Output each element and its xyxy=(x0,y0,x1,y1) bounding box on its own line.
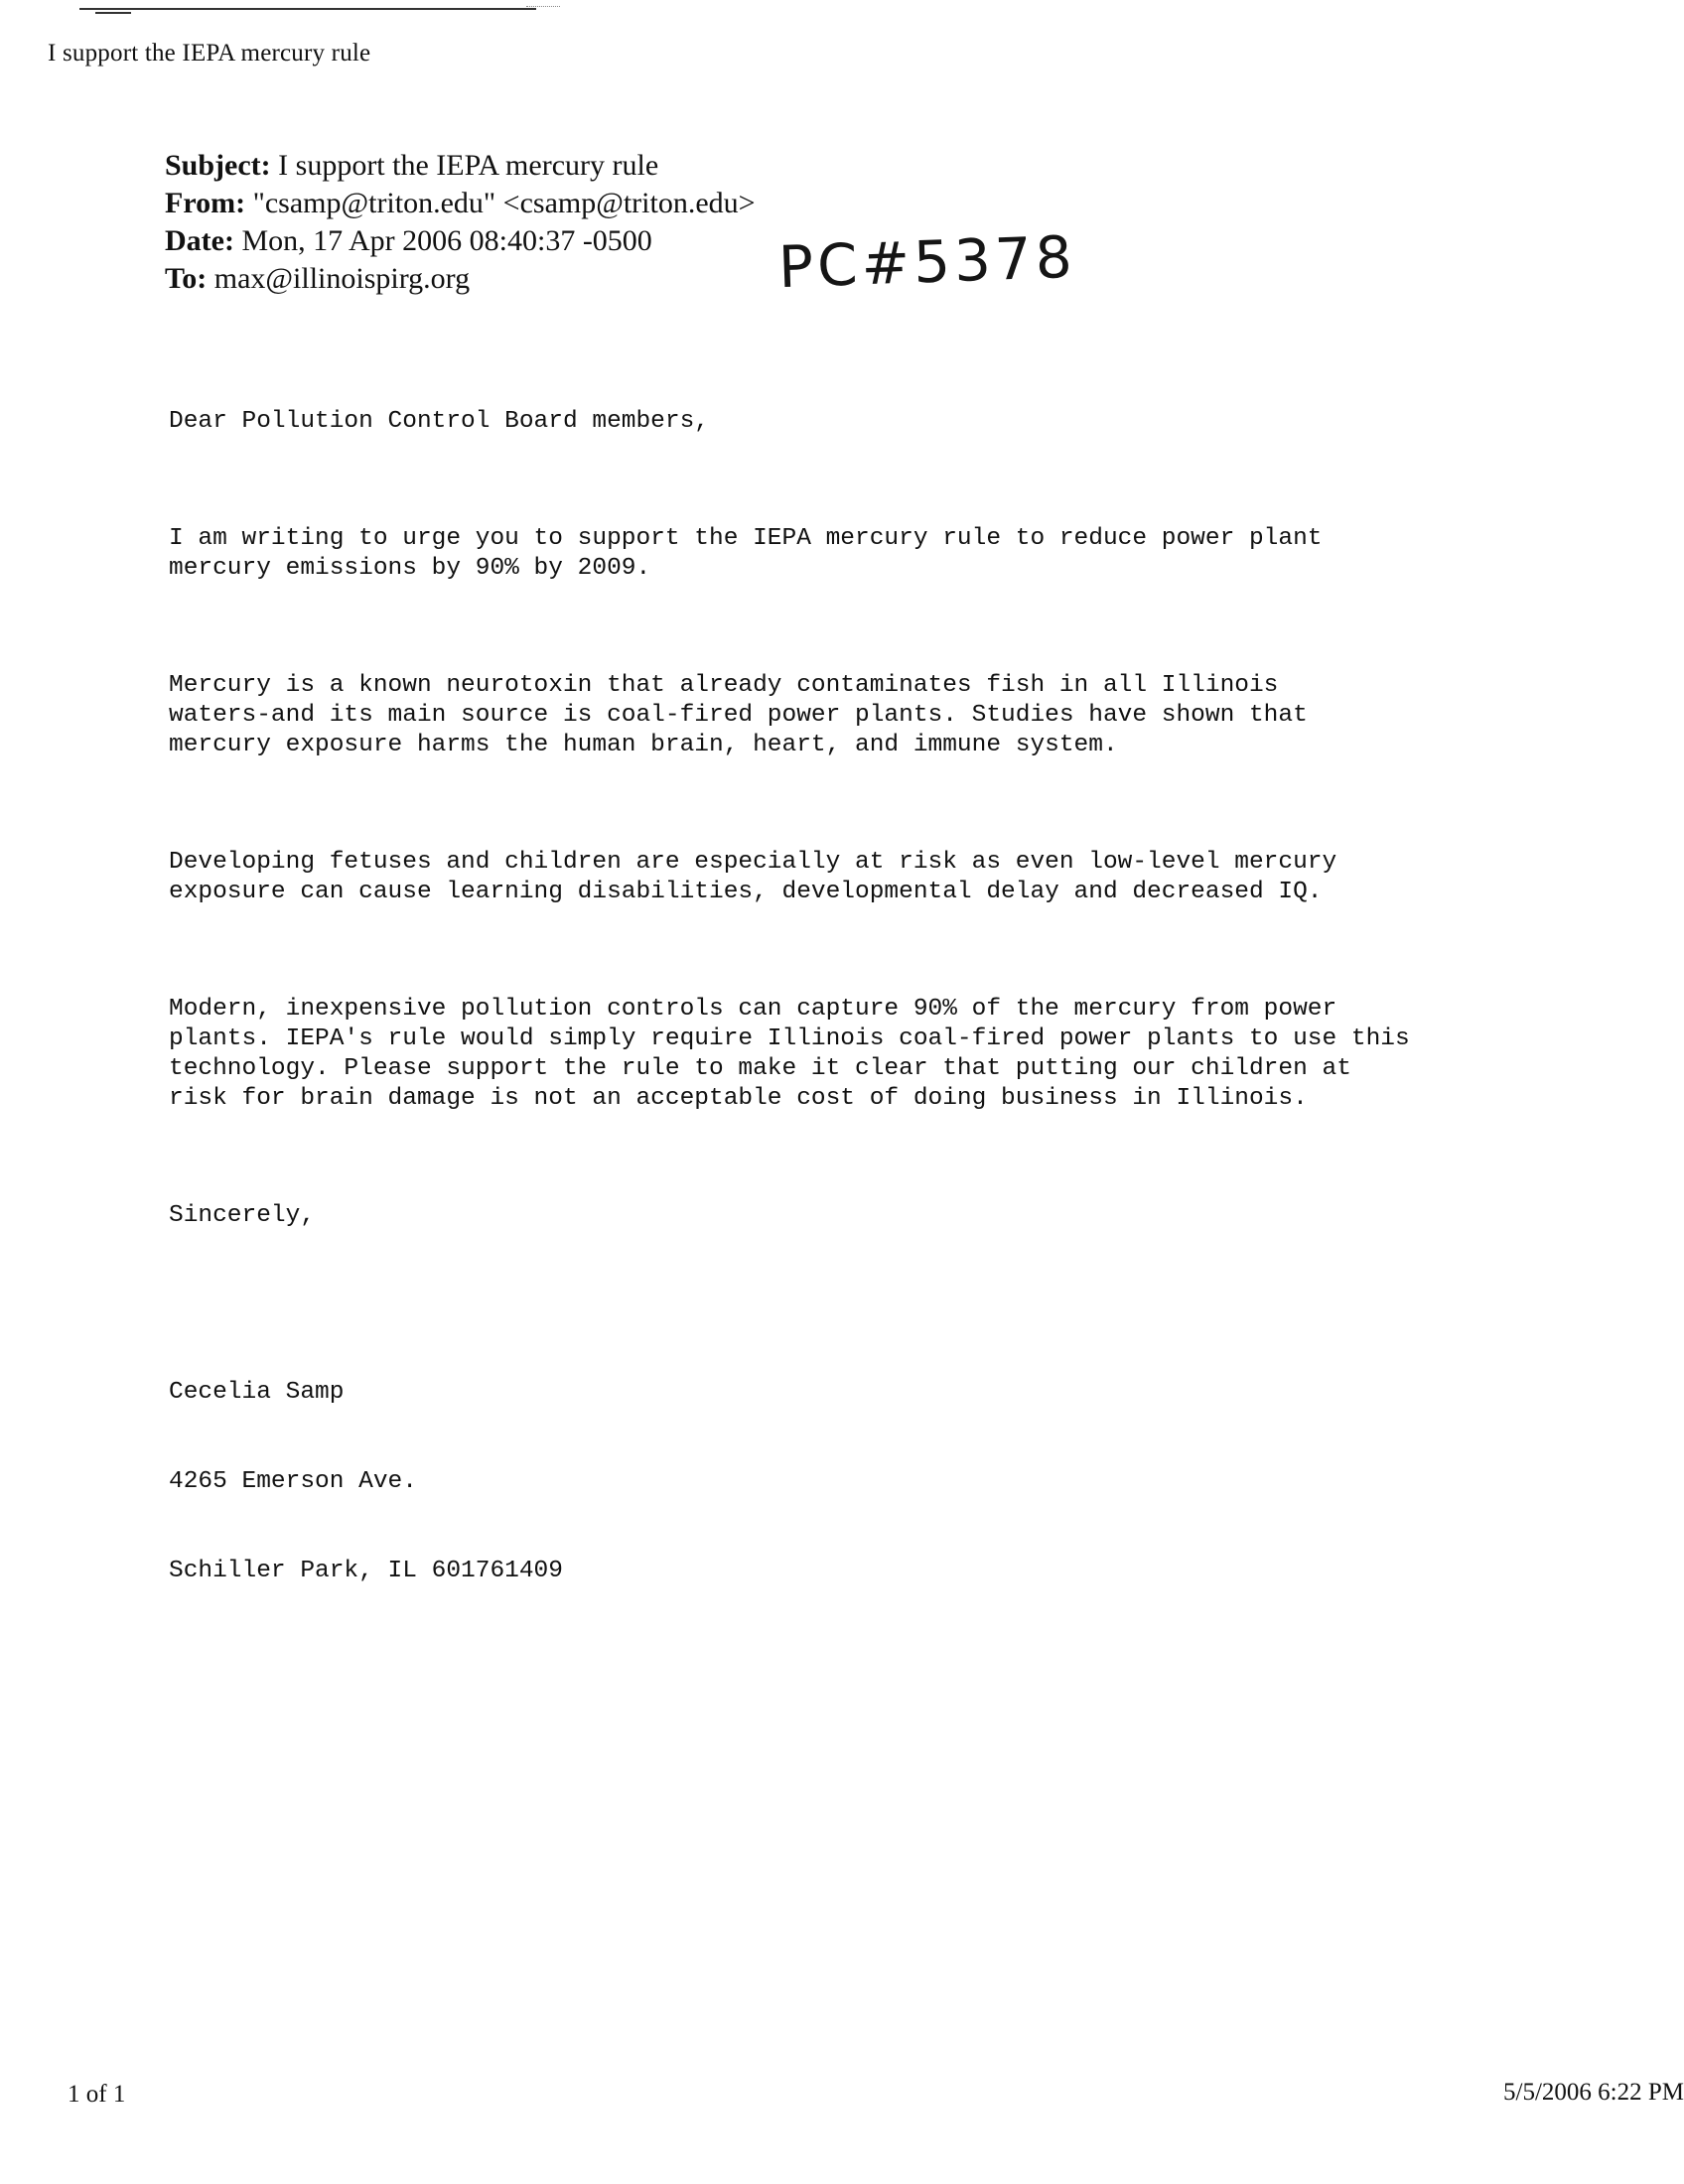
letter-body xyxy=(169,347,1579,1676)
salutation: Dear Pollution Control Board members, xyxy=(169,408,709,435)
top-dots xyxy=(526,6,560,9)
signature-name: Cecelia Samp xyxy=(169,1379,345,1406)
subject-value: I support the IEPA mercury rule xyxy=(278,149,659,182)
to-value: max@illinoispirg.org xyxy=(213,262,471,295)
from-label: From: xyxy=(165,187,246,219)
date-value: Mon, 17 Apr 2006 08:40:37 -0500 xyxy=(241,224,652,257)
paragraph-1: I am writing to urge you to support the IEPA mercury rule to reduce power plant mercury emissions by 90% by 2009. xyxy=(169,525,1323,582)
signature-city: Schiller Park, IL 601761409 xyxy=(169,1558,563,1584)
closing: Sincerely, xyxy=(169,1202,316,1229)
from-line xyxy=(165,185,756,222)
paragraph-2: Mercury is a known neurotoxin that already contaminates fish in all Illinois waters-and its main source is coal-fired power plants. Studies have shown that mercury exposure harms the human brain, heart, and immune system. xyxy=(169,672,1308,758)
date-line xyxy=(165,222,756,260)
page-header: I support the IEPA mercury rule xyxy=(48,40,371,67)
email-headers xyxy=(165,147,756,298)
page-count: 1 of 1 xyxy=(68,2081,126,2108)
signature-street: 4265 Emerson Ave. xyxy=(169,1468,417,1495)
signature-block xyxy=(169,1318,1579,1646)
paragraph-4: Modern, inexpensive pollution controls can capture 90% of the mercury from power plants. IEPA's rule would simply require Illinois coal-fired power plants to use this technology. Please support the rule to make it clear that putting our children at risk for brain damage is not an acceptable cost of doing business in Illinois. xyxy=(169,996,1410,1112)
date-label: Date: xyxy=(165,224,234,257)
paragraph-3: Developing fetuses and children are especially at risk as even low-level mercury exposure can cause learning disabilities, developmental delay and decreased IQ. xyxy=(169,849,1337,905)
subject-label: Subject: xyxy=(165,149,271,182)
top-rule-short xyxy=(95,12,131,14)
print-timestamp: 5/5/2006 6:22 PM xyxy=(1503,2079,1684,2106)
to-line xyxy=(165,260,756,298)
handwritten-pc-number: PC#5378 xyxy=(776,222,1077,302)
from-value: "csamp@triton.edu" <csamp@triton.edu> xyxy=(252,187,756,219)
top-rule xyxy=(79,8,536,10)
to-label: To: xyxy=(165,262,208,295)
subject-line xyxy=(165,147,756,185)
